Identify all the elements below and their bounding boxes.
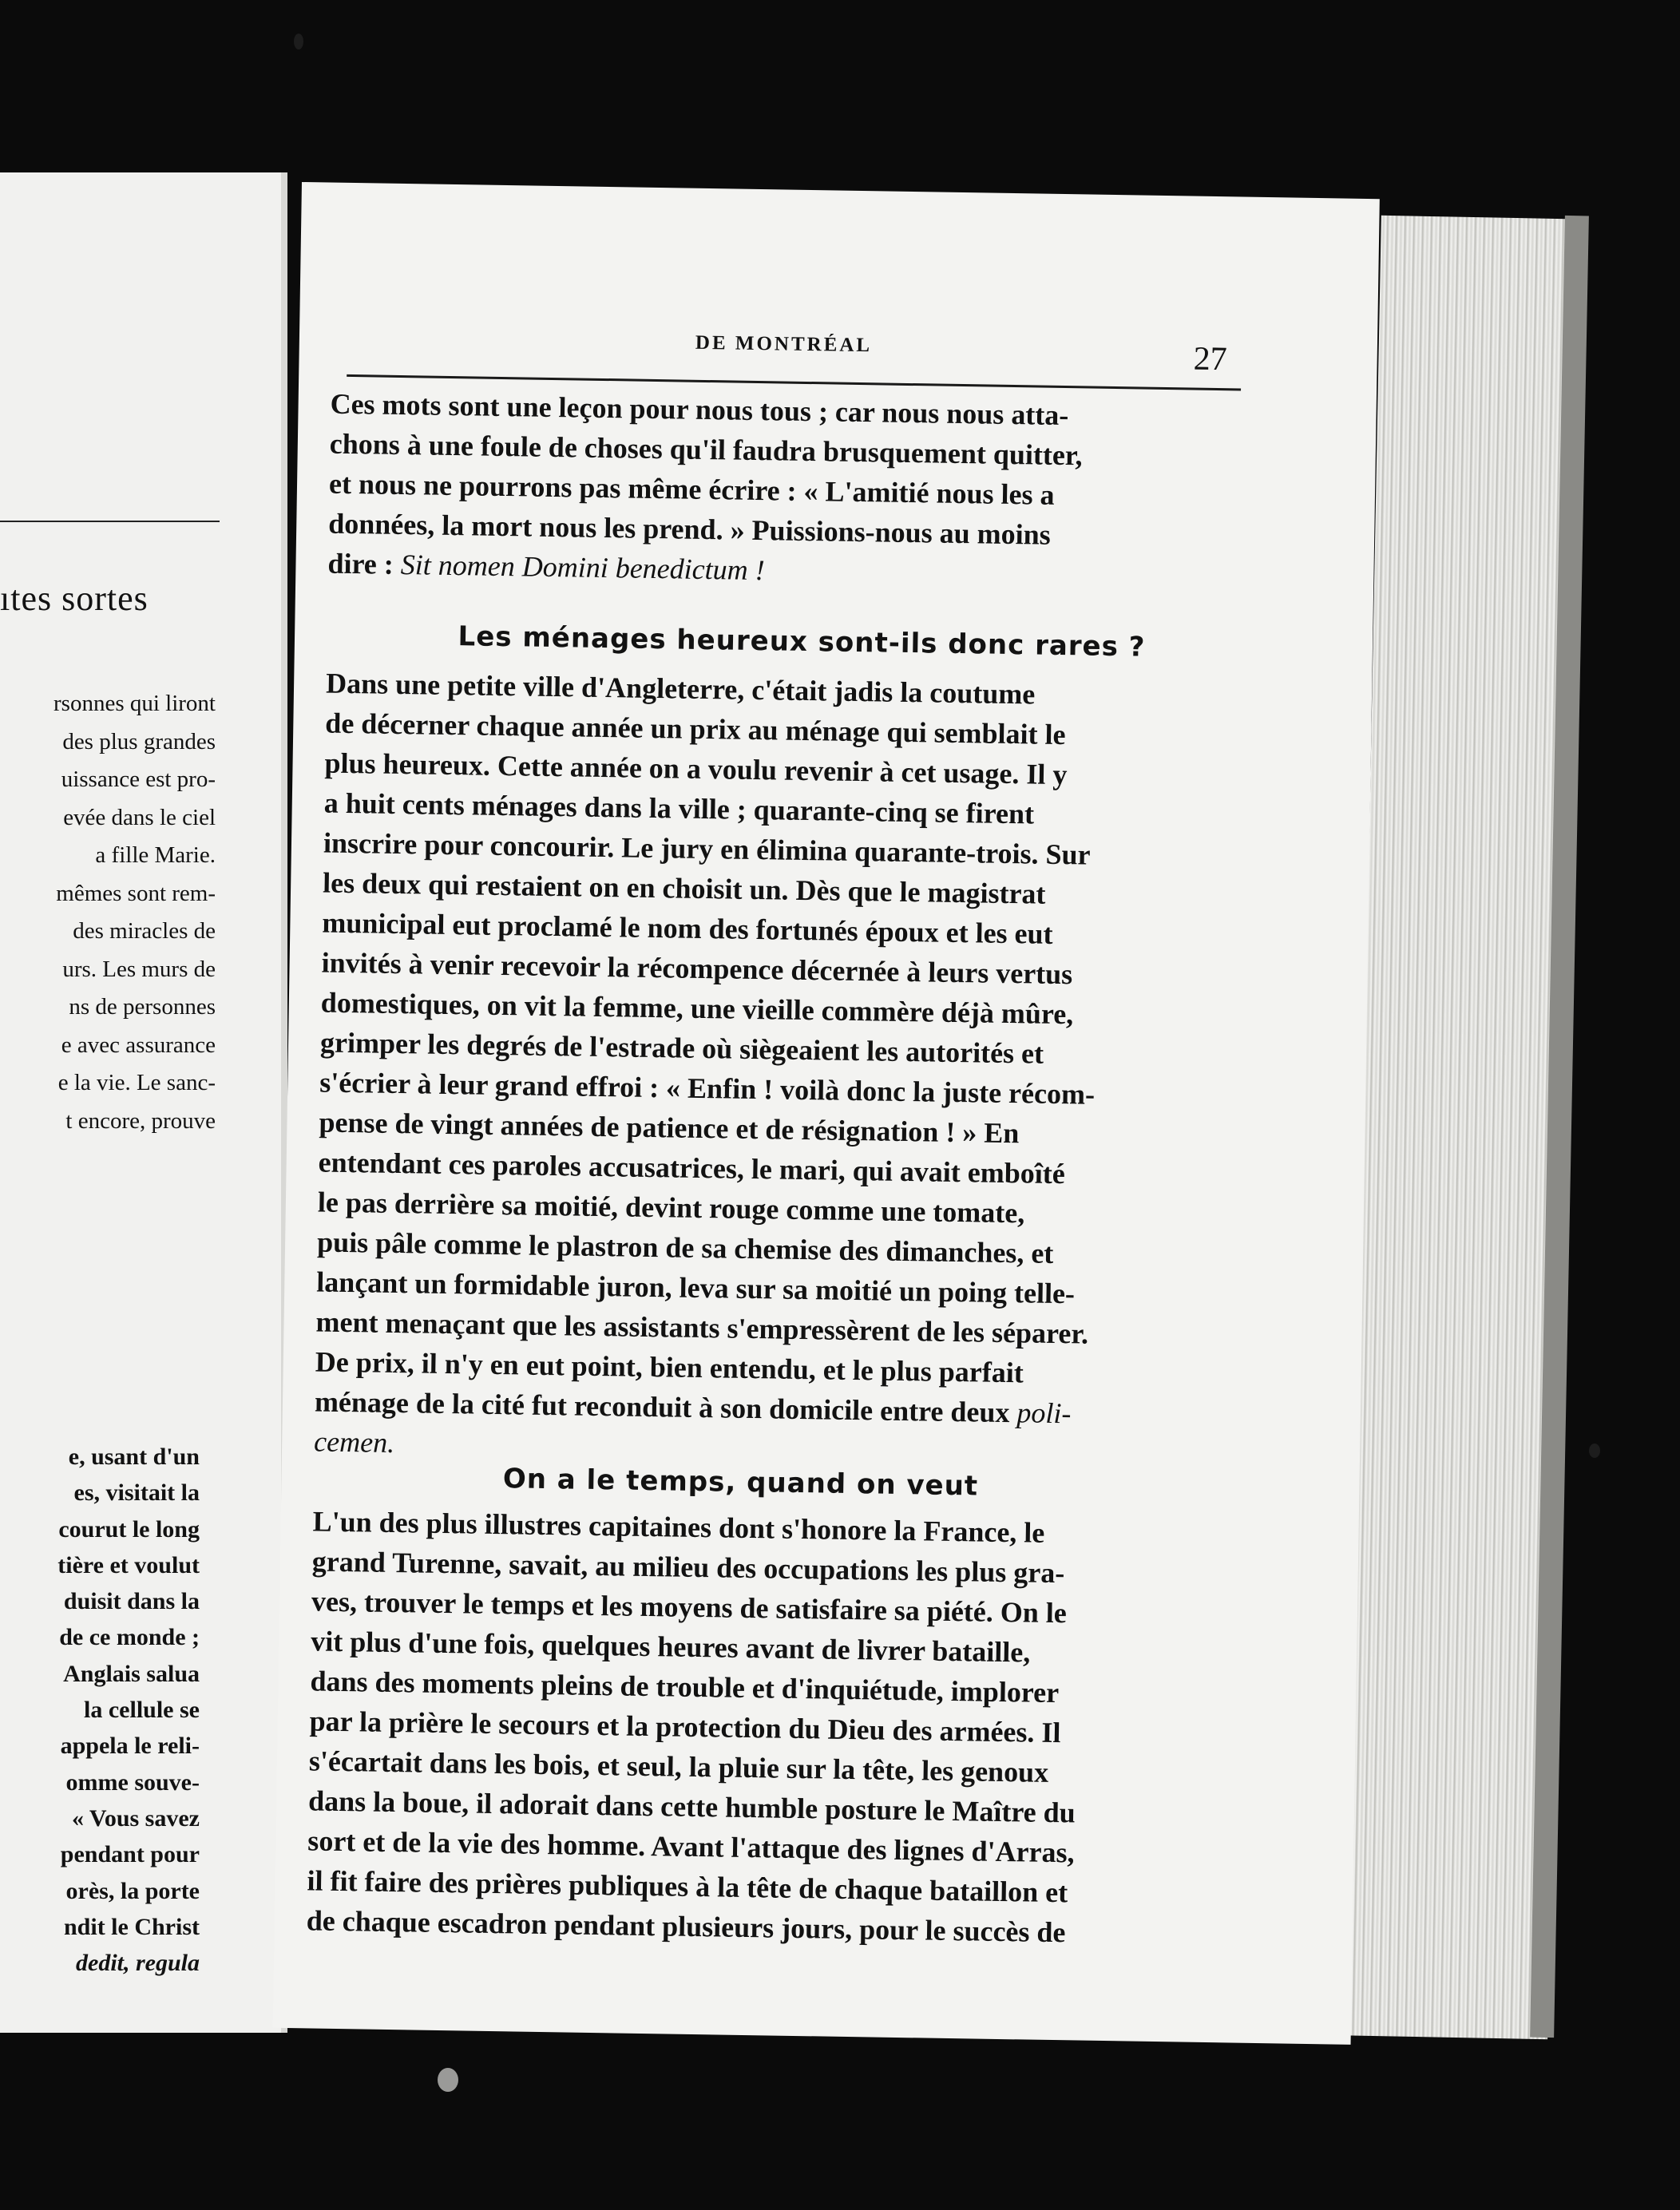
- text-line: dans la boue, il adorait dans cette humble posture le Maître du: [307, 1784, 1076, 1829]
- text-line: Ces mots sont une leçon pour nous tous ; car nous nous atta-: [330, 387, 1069, 432]
- scan-speck: [438, 2068, 458, 2092]
- text-line: grand Turenne, savait, au milieu des occupations les plus gra-: [311, 1545, 1065, 1590]
- left-text-line: orès, la porte: [65, 1877, 200, 1904]
- left-section-heading: ıtes sortes: [0, 579, 149, 618]
- text-line: puis pâle comme le plastron de sa chemise des dimanches, et: [316, 1226, 1054, 1269]
- left-text-line: es, visitait la: [73, 1479, 200, 1507]
- text-line: chons à une foule de choses qu'il faudra brusquement quitter,: [329, 427, 1083, 472]
- text-line: de chaque escadron pendant plusieurs jours, pour le succès de: [306, 1904, 1066, 1949]
- left-text-line: rsonnes qui liront: [53, 691, 216, 716]
- text-line: par la prière le secours et la protection du Dieu des armées. Il: [309, 1705, 1061, 1749]
- text-line: dans des moments pleins de trouble et d'inquiétude, implorer: [310, 1665, 1060, 1709]
- text-line: de décerner chaque année un prix au ménage qui semblait le: [325, 707, 1066, 751]
- left-text-line: ns de personnes: [69, 994, 216, 1020]
- left-text-line: t encore, prouve: [65, 1107, 216, 1134]
- text-line: données, la mort nous les prend. » Puissions-nous au moins: [327, 507, 1052, 551]
- text-line: ment menaçant que les assistants s'empressèrent de les séparer.: [315, 1305, 1089, 1350]
- text-line: L'un des plus illustres capitaines dont s'honore la France, le: [312, 1505, 1045, 1549]
- intro-paragraph: [327, 384, 1289, 599]
- latin-quote: Sit nomen Domini benedictum !: [400, 549, 765, 587]
- text-line: a huit cents ménages dans la ville ; quarante-cinq se firent: [323, 786, 1035, 830]
- left-text-line: omme souve-: [65, 1768, 200, 1796]
- left-header-rule: [0, 521, 220, 522]
- text-line: grimper les degrés de l'estrade où siègeaient les autorités et: [319, 1026, 1044, 1070]
- text-line: les deux qui restaient on en choisit un. Dès que le magistrat: [322, 866, 1046, 910]
- text-line: et nous ne pourrons pas même écrire : « L'amitié nous les a: [328, 467, 1055, 511]
- left-text-line: la cellule se: [84, 1697, 200, 1724]
- left-text-line: dedit, regula: [76, 1950, 200, 1977]
- text-line: invités à venir recevoir la récompence décernée à leurs vertus: [321, 946, 1073, 991]
- right-page: [273, 182, 1380, 2045]
- scan-speck: [1589, 1444, 1600, 1458]
- left-text-line: uissance est pro-: [61, 766, 216, 792]
- left-text-line: duisit dans la: [63, 1588, 200, 1615]
- text-fragment: dire :: [327, 547, 402, 581]
- left-text-line: evée dans le ciel: [63, 804, 216, 830]
- text-line: De prix, il n'y en eut point, bien entendu, et le plus parfait: [315, 1345, 1024, 1389]
- left-text-line: e la vie. Le sanc-: [57, 1070, 216, 1095]
- text-fragment: ménage de la cité fut reconduit à son domicile entre deux: [314, 1385, 1017, 1429]
- text-line: sort et de la vie des homme. Avant l'attaque des lignes d'Arras,: [307, 1824, 1075, 1869]
- left-text-line: ndit le Christ: [63, 1913, 200, 1940]
- text-line: Dans une petite ville d'Angleterre, c'était jadis la coutume: [325, 667, 1036, 711]
- text-line: s'écrier à leur grand effroi : « Enfin ! voilà donc la juste récom-: [319, 1066, 1096, 1111]
- left-text-block-bottom: [57, 1439, 200, 1981]
- running-head: DE MONTRÉAL: [695, 331, 873, 357]
- text-line: plus heureux. Cette année on a voulu revenir à cet usage. Il y: [324, 747, 1068, 791]
- text-line: entendant ces paroles accusatrices, le mari, qui avait emboîté: [318, 1146, 1066, 1190]
- text-line: vit plus d'une fois, quelques heures avant de livrer bataille,: [310, 1625, 1031, 1669]
- italic-word: poli-: [1016, 1396, 1072, 1430]
- left-text-line: des plus grandes: [62, 728, 216, 754]
- text-line: pense de vingt années de patience et de résignation ! » En: [319, 1106, 1020, 1150]
- section-heading-menages: Les ménages heureux sont-ils donc rares ?: [458, 620, 1146, 663]
- left-text-line: courut le long: [58, 1515, 200, 1543]
- left-text-line: tière et voulut: [57, 1551, 200, 1578]
- section-menages-text: [314, 663, 1285, 1477]
- left-text-line: Anglais salua: [63, 1660, 200, 1687]
- text-line: inscrire pour concourir. Le jury en élimina quarante-trois. Sur: [323, 826, 1091, 871]
- page-number: 27: [1193, 340, 1228, 378]
- left-text-line: urs. Les murs de: [62, 956, 216, 982]
- left-text-line: de ce monde ;: [59, 1624, 200, 1651]
- text-line: ves, trouver le temps et les moyens de satisfaire sa piété. On le: [311, 1585, 1068, 1630]
- italic-word: cemen.: [313, 1425, 395, 1459]
- text-line: il fit faire des prières publiques à la tête de chaque bataillon et: [307, 1864, 1068, 1909]
- left-text-line: pendant pour: [60, 1841, 200, 1868]
- left-text-line: appela le reli-: [60, 1733, 200, 1760]
- text-line: domestiques, on vit la femme, une vieille commère déjà mûre,: [320, 986, 1074, 1031]
- text-line: lançant un formidable juron, leva sur sa moitié un poing telle-: [316, 1265, 1076, 1310]
- left-text-line: des miracles de: [73, 918, 216, 944]
- left-text-line: a fille Marie.: [95, 842, 216, 868]
- left-text-line: mêmes sont rem-: [56, 880, 216, 906]
- section-heading-temps: On a le temps, quand on veut: [502, 1463, 979, 1503]
- left-text-line: « Vous savez: [71, 1804, 200, 1832]
- text-line: le pas derrière sa moitié, devint rouge comme une tomate,: [317, 1186, 1025, 1230]
- section-temps-text: [306, 1501, 1270, 1955]
- text-line: municipal eut proclamé le nom des fortunés époux et les eut: [322, 906, 1053, 950]
- left-text-block-top: [53, 685, 216, 1140]
- left-text-line: e, usant d'un: [68, 1444, 200, 1470]
- left-text-line: e avec assurance: [61, 1032, 216, 1058]
- left-page: [0, 172, 287, 2033]
- text-line: s'écartait dans les bois, et seul, la pluie sur la tête, les genoux: [308, 1745, 1049, 1788]
- scan-speck: [294, 34, 303, 50]
